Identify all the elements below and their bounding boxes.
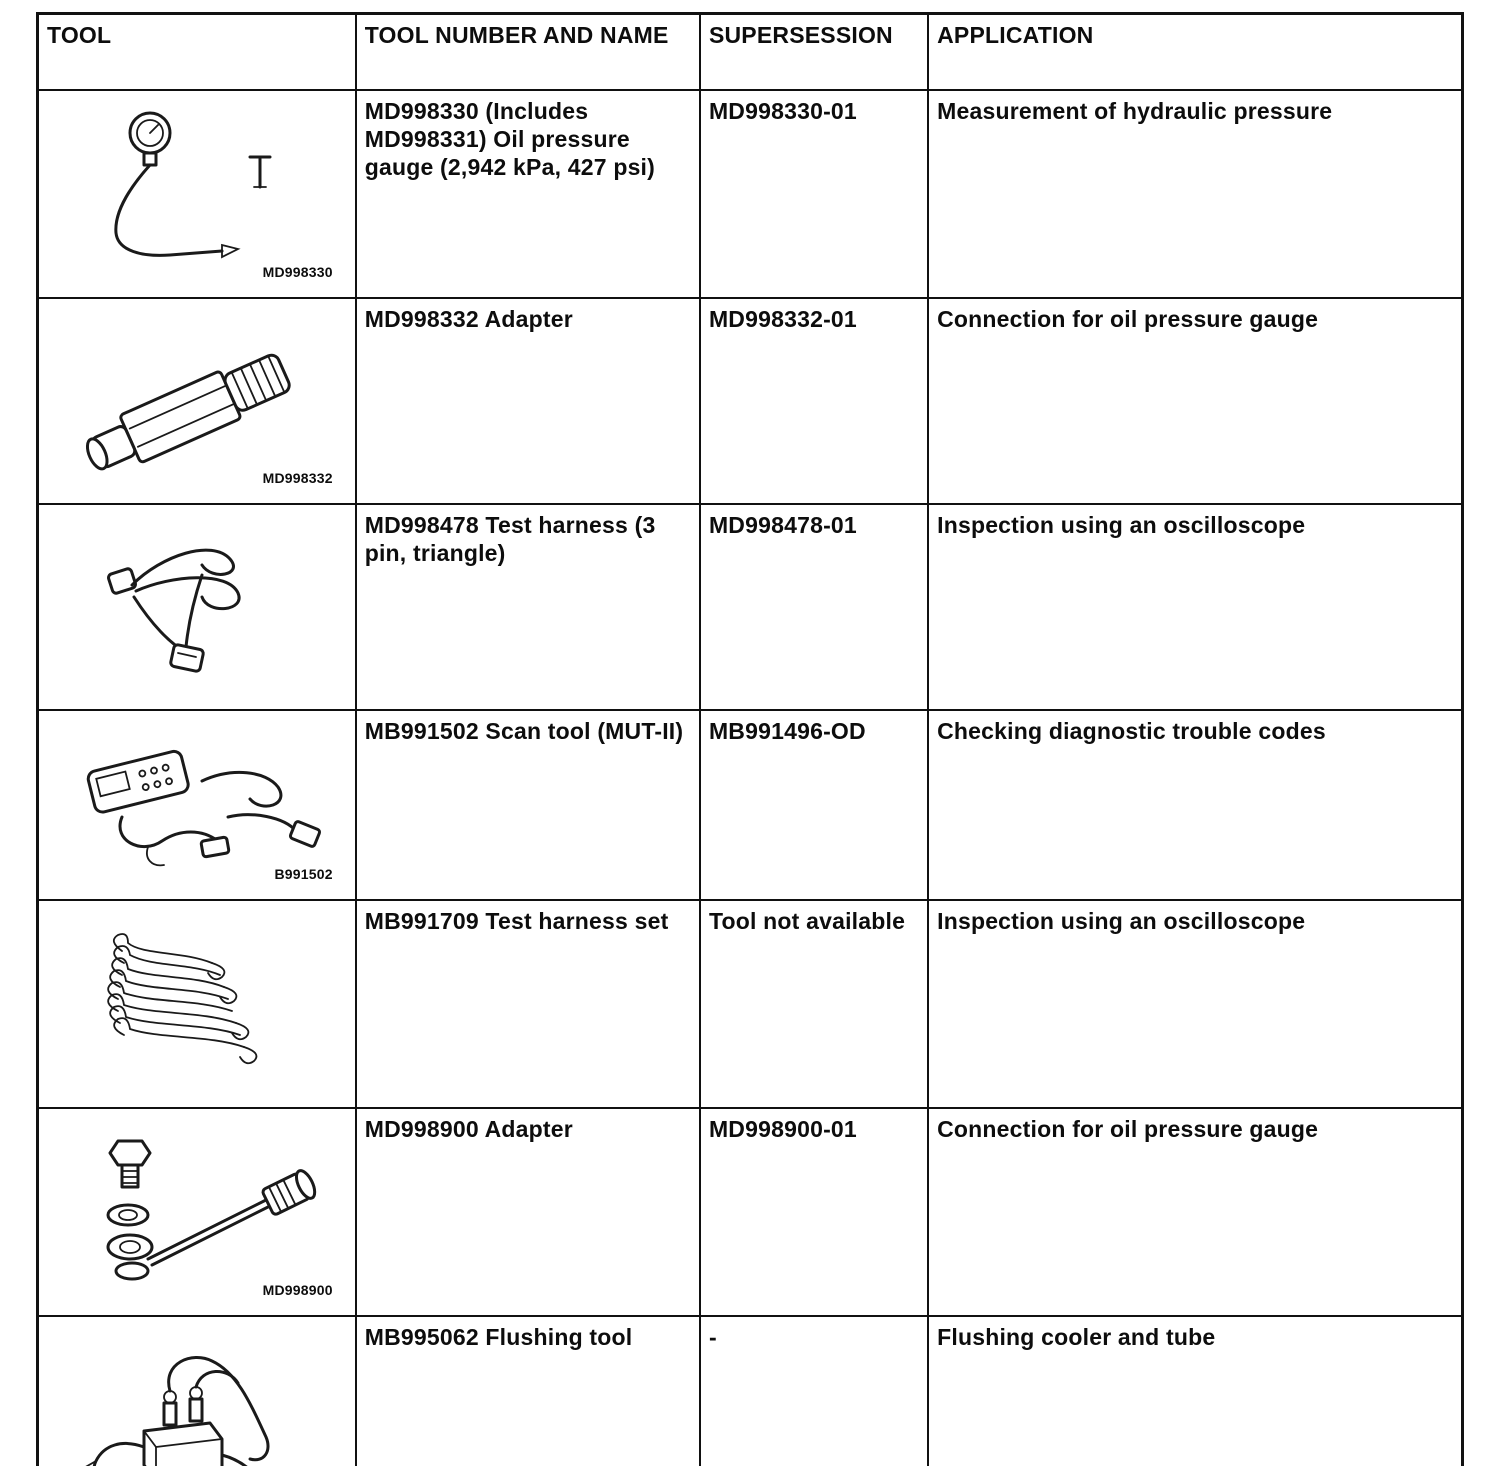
test-harness-set-image: [52, 911, 342, 1091]
supersession-cell: MD998332-01: [700, 298, 928, 504]
application-cell: Flushing cooler and tube: [928, 1316, 1462, 1466]
table-row: [38, 1316, 1463, 1466]
application-cell: Connection for oil pressure gauge: [928, 298, 1462, 504]
header-tool-number-and-name: TOOL NUMBER AND NAME: [356, 14, 700, 91]
supersession-cell: Tool not available: [700, 900, 928, 1108]
header-tool: TOOL: [38, 14, 356, 91]
tool-cell: [38, 298, 356, 504]
header-supersession: SUPERSESSION: [700, 14, 928, 91]
test-harness-illustration: [47, 515, 347, 703]
supersession-cell: MD998478-01: [700, 504, 928, 710]
header-application: APPLICATION: [928, 14, 1462, 91]
flushing-tool-image: [52, 1327, 342, 1466]
tool-number-cell: MB995062 Flushing tool: [356, 1316, 700, 1466]
tool-cell: [38, 900, 356, 1108]
adapter-bolt-image: [52, 1119, 342, 1299]
table-row: [38, 298, 1463, 504]
table-row: [38, 90, 1463, 298]
application-cell: Inspection using an oscilloscope: [928, 504, 1462, 710]
tool-cell: [38, 1316, 356, 1466]
tool-cell: [38, 90, 356, 298]
application-cell: Connection for oil pressure gauge: [928, 1108, 1462, 1316]
supersession-cell: MB991496-OD: [700, 710, 928, 900]
supersession-cell: -: [700, 1316, 928, 1466]
application-cell: Measurement of hydraulic pressure: [928, 90, 1462, 298]
tool-image-caption: MD998330: [262, 263, 333, 280]
test-harness-set-illustration: [47, 911, 347, 1101]
oil-pressure-gauge-illustration: [47, 101, 347, 291]
adapter-image: [52, 309, 342, 489]
header-row: [38, 14, 1463, 91]
tool-cell: [38, 710, 356, 900]
tool-number-cell: MB991502 Scan tool (MUT-II): [356, 710, 700, 900]
tool-image-caption: B991502: [274, 865, 333, 882]
scan-tool-illustration: [47, 721, 347, 893]
supersession-cell: MD998330-01: [700, 90, 928, 298]
tool-image-caption: MD998900: [262, 1281, 333, 1298]
adapter-illustration: [47, 309, 347, 497]
scan-tool-image: [52, 721, 342, 885]
table-row: [38, 710, 1463, 900]
tool-number-cell: MD998900 Adapter: [356, 1108, 700, 1316]
tool-number-cell: MD998330 (Includes MD998331) Oil pressure gauge (2,942 kPa, 427 psi): [356, 90, 700, 298]
tool-cell: [38, 1108, 356, 1316]
table-row: [38, 900, 1463, 1108]
application-cell: Inspection using an oscilloscope: [928, 900, 1462, 1108]
tool-number-cell: MB991709 Test harness set: [356, 900, 700, 1108]
oil-pressure-gauge-image: [52, 101, 342, 281]
flushing-tool-illustration: [47, 1327, 347, 1466]
table-row: [38, 1108, 1463, 1316]
tool-image-caption: MD998332: [262, 469, 333, 486]
application-cell: Checking diagnostic trouble codes: [928, 710, 1462, 900]
adapter-bolt-illustration: [47, 1119, 347, 1309]
tool-number-cell: MD998332 Adapter: [356, 298, 700, 504]
tool-cell: [38, 504, 356, 710]
special-tools-table: [36, 12, 1464, 1466]
table-row: [38, 504, 1463, 710]
test-harness-image: [52, 515, 342, 695]
supersession-cell: MD998900-01: [700, 1108, 928, 1316]
tool-number-cell: MD998478 Test harness (3 pin, triangle): [356, 504, 700, 710]
